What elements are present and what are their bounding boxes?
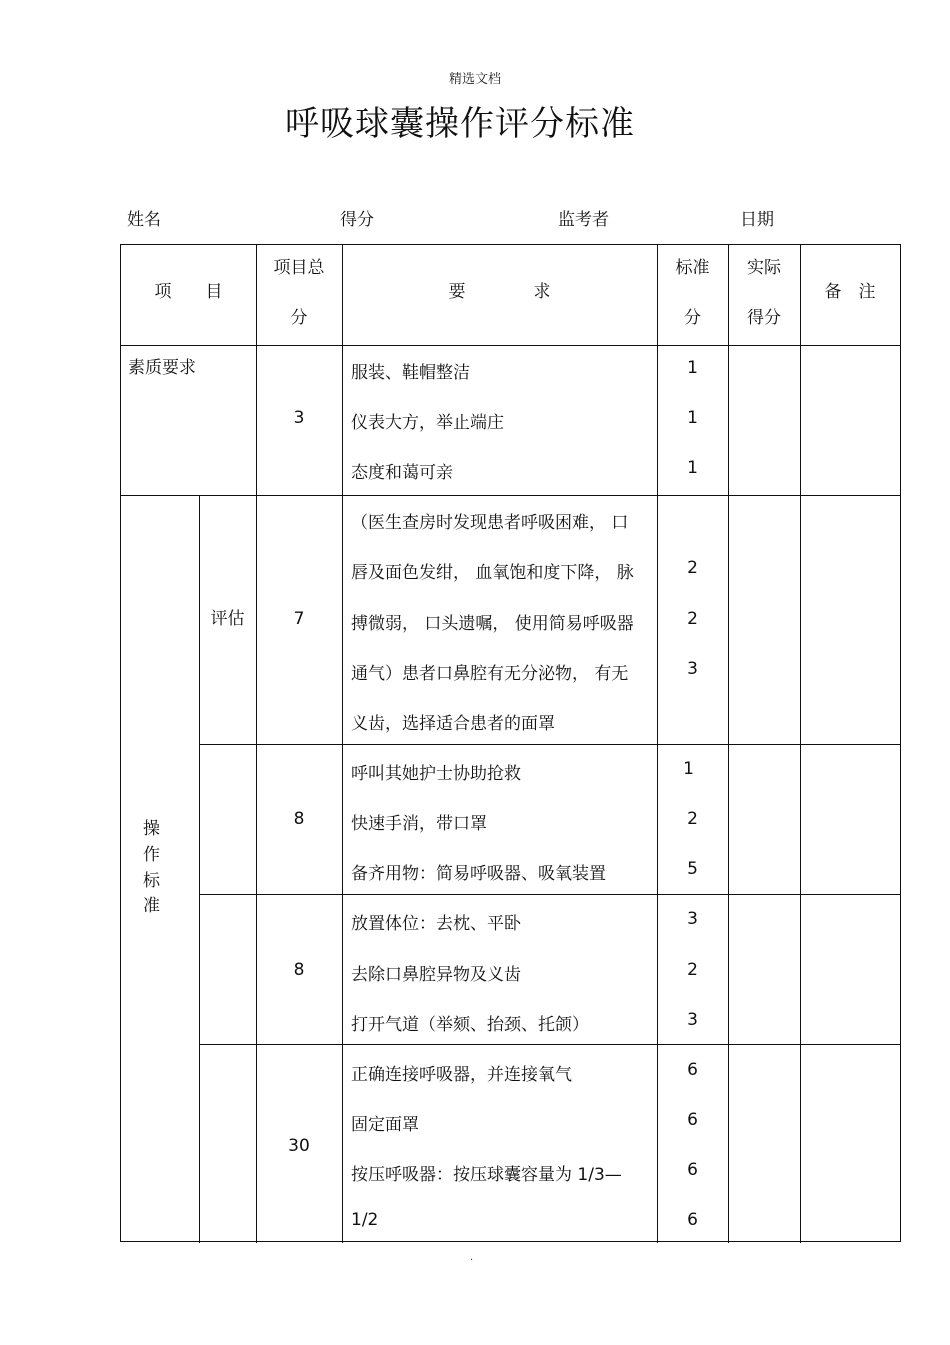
page-title: 呼吸球囊操作评分标准 [285,104,635,144]
operation-label-char: 作 [143,845,160,865]
position-score: 3 [687,1010,698,1030]
ventilation-line: 按压呼吸器：按压球囊容量为 1/3— [351,1165,622,1185]
header-requirement: 要 求 [448,282,551,302]
quality-line: 服装、鞋帽整洁 [351,363,470,383]
score-label: 得分 [340,210,374,230]
quality-score: 1 [687,408,698,428]
assessment-line: （医生查房时发现患者呼吸困难， 口 [351,513,629,533]
header-total-line2: 分 [290,308,308,328]
header-standard-line2: 分 [684,308,701,328]
preparation-line: 备齐用物：简易呼吸器、吸氧装置 [351,864,606,884]
preparation-score: 5 [687,859,698,879]
header-standard-line1: 标准 [675,258,710,278]
operation-label-char: 操 [143,819,160,839]
position-score: 2 [687,960,698,980]
position-score: 3 [687,909,698,929]
assessment-line: 义齿，选择适合患者的面罩 [351,714,555,734]
ventilation-line: 1/2 [351,1210,379,1230]
preparation-score: 1 [683,759,694,779]
quality-score: 1 [687,458,698,478]
quality-score: 1 [687,358,698,378]
assessment-score: 3 [687,659,698,679]
operation-label-char: 标 [143,871,160,891]
row-divider [199,894,900,895]
ventilation-line: 正确连接呼吸器，并连接氧气 [351,1065,572,1085]
header-note: 备 注 [824,282,876,302]
preparation-line: 呼叫其她护士协助抢救 [351,764,521,784]
assessment-line: 唇及面色发绀， 血氧饱和度下降， 脉 [351,563,634,583]
row-divider [199,744,900,745]
header-total-line1: 项目总 [273,258,325,278]
assessment-score: 2 [687,609,698,629]
row-divider [121,495,900,496]
position-total: 8 [293,960,305,980]
ventilation-score: 6 [687,1210,698,1230]
position-line: 放置体位：去枕、平卧 [351,914,521,934]
header-watermark: 精选文档 [448,72,501,87]
footer-dot: . [470,1252,474,1263]
date-label: 日期 [740,210,774,230]
assessment-label: 评估 [210,609,245,629]
header-actual-line2: 得分 [747,308,781,328]
header-actual-line1: 实际 [747,258,781,278]
header-item: 项 目 [154,282,223,302]
row-divider [121,345,900,346]
quality-label: 素质要求 [128,358,196,378]
ventilation-total: 30 [288,1136,310,1156]
ventilation-score: 6 [687,1110,698,1130]
assessment-total: 7 [293,609,305,629]
preparation-total: 8 [293,809,305,829]
position-line: 打开气道（举颏、抬颈、托颌） [351,1015,589,1035]
name-label: 姓名 [127,210,161,230]
scoring-table [120,244,901,1242]
examiner-label: 监考者 [558,210,609,230]
operation-label-char: 准 [143,896,160,916]
row-divider [199,1044,900,1045]
preparation-line: 快速手消，带口罩 [351,814,487,834]
position-line: 去除口鼻腔异物及义齿 [351,965,521,985]
assessment-line: 搏微弱， 口头遗嘱， 使用简易呼吸器 [351,614,634,634]
ventilation-score: 6 [687,1160,698,1180]
quality-line: 仪表大方，举止端庄 [351,413,504,433]
ventilation-score: 6 [687,1060,698,1080]
preparation-score: 2 [687,809,698,829]
assessment-score: 2 [687,558,698,578]
quality-line: 态度和蔼可亲 [351,463,453,483]
assessment-line: 通气）患者口鼻腔有无分泌物， 有无 [351,664,629,684]
ventilation-line: 固定面罩 [351,1115,419,1135]
quality-total: 3 [293,408,305,428]
